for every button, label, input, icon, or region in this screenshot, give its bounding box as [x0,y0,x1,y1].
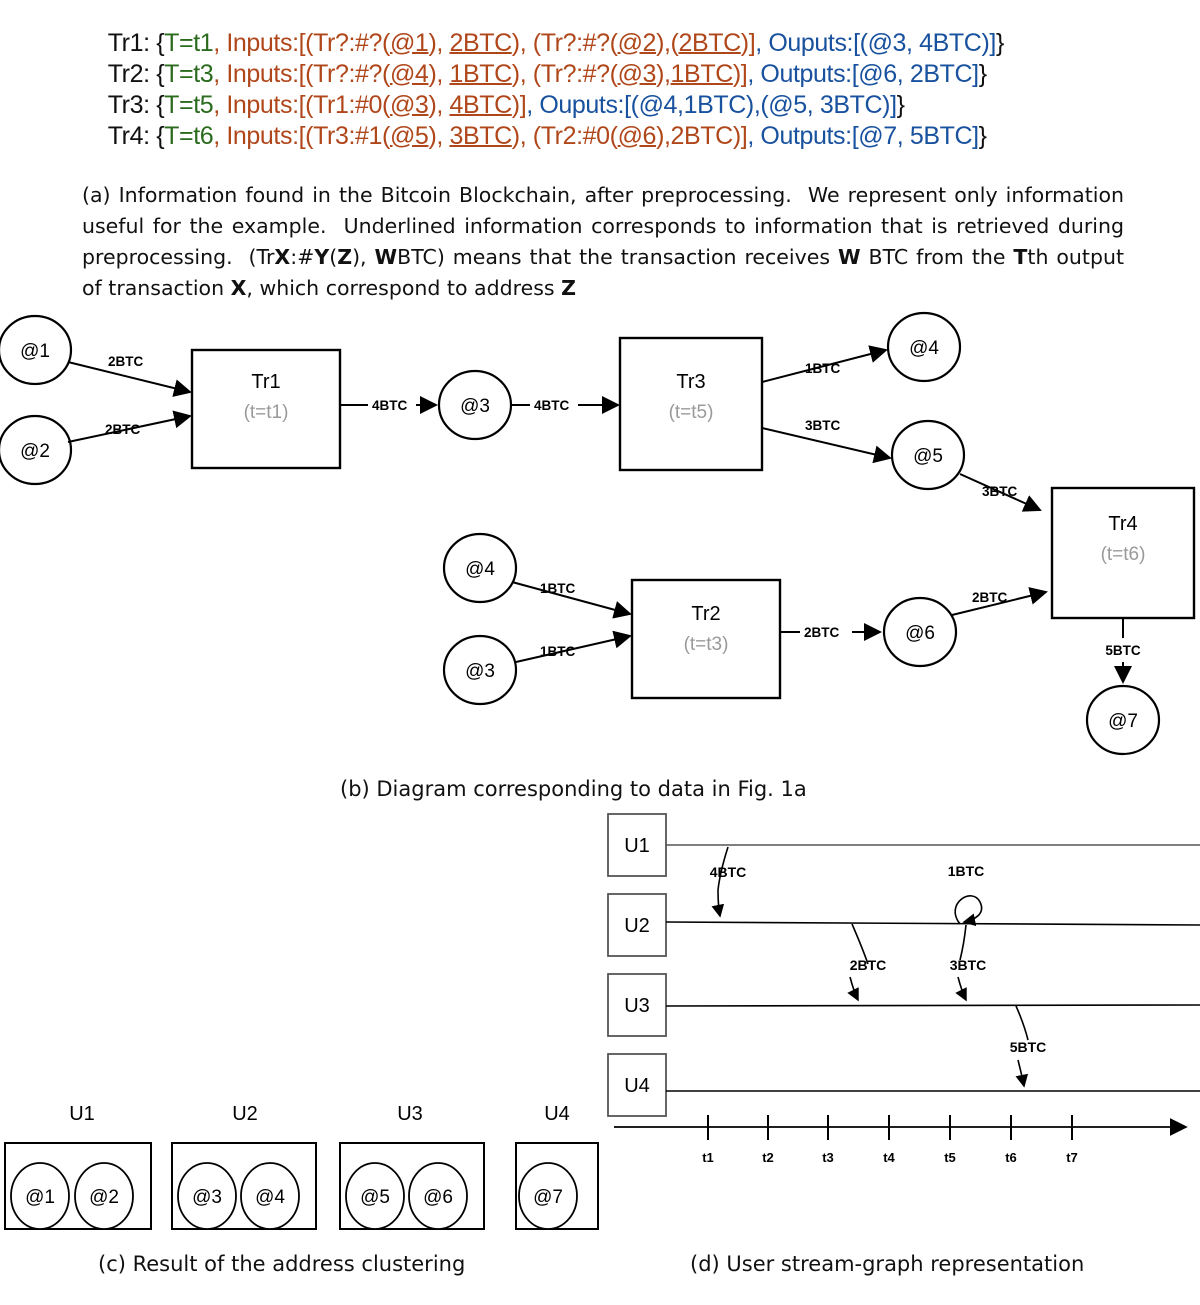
node-transaction-tr3-time: (t=t5) [668,402,714,423]
stream-transfer-5btc-label: 5BTC [1009,1039,1047,1055]
tx-line-3-close: } [896,91,905,119]
stream-user-u4-label: U4 [624,1075,650,1097]
stream-user-u2-label: U2 [624,915,650,937]
caption-a: (a) Information found in the Bitcoin Blockchain, after preprocessing. We represent only information useful for the example. Underlined information corresponds to information that is retrieved during preprocessing. (TrX:#Y(Z), WBTC) means that the transaction receives W BTC from the Tth output of transaction X, which correspond to address Z [82,183,1124,300]
node-address-a5 [892,421,964,489]
cluster-u4 [516,1103,598,1229]
node-address-a6-label: @6 [905,623,935,644]
user-stream-graph [600,812,1200,1187]
cluster-u2 [172,1103,316,1229]
edge-a1-tr1-amount: 2BTC [108,354,144,369]
edge-a6-tr4-amount: 2BTC [972,590,1008,605]
cluster-u4-label: U4 [544,1103,570,1125]
node-transaction-tr1 [192,350,340,468]
tx-line-3-label: Tr3: { [107,91,165,119]
node-address-a4-lower-label: @4 [465,559,495,580]
tx-line-1-outputs: , Ouputs:[(@3, 4BTC)] [755,29,996,57]
edge-a3-tr2-amount: 1BTC [540,644,576,659]
tx-line-4-time: T=t6 [164,122,214,150]
stream-transfer-2btc-label: 2BTC [849,957,887,973]
tx-line-4-close: } [978,122,987,150]
cluster-u1-address-0: @1 [25,1187,55,1208]
cluster-u2-address-1: @4 [255,1187,285,1208]
edge-tr3-a5-amount: 3BTC [805,418,841,433]
node-transaction-tr4 [1052,488,1194,618]
caption-b: (b) Diagram corresponding to data in Fig. 1a [340,777,807,801]
node-address-a7 [1087,686,1159,754]
transaction-line-4 [82,93,987,180]
node-transaction-tr3 [620,338,762,470]
node-transaction-tr1-name: Tr1 [251,371,281,393]
edge-a2-tr1-amount: 2BTC [105,422,141,437]
stream-transfer-3btc-path [960,925,966,960]
tx-line-1-inputs: , Inputs:[(Tr?:#?(@1), 2BTC), (Tr?:#?(@2),(2BTC)] [213,29,756,57]
tx-line-2-outputs: , Outputs:[@6, 2BTC] [747,60,979,88]
node-transaction-tr2 [632,580,780,698]
tx-line-4-label: Tr4: { [107,122,165,150]
tx-line-3-outputs: , Ouputs:[(@4,1BTC),(@5, 3BTC)] [526,91,897,119]
node-address-a1 [0,316,71,384]
stream-transfer-1btc-label: 1BTC [947,863,985,879]
node-address-a3 [439,371,511,439]
time-tick-t6: t6 [1005,1150,1017,1165]
tx-line-3-time: T=t5 [164,91,214,119]
node-address-a1-label: @1 [20,341,50,362]
node-address-a3-lower [444,636,516,704]
tx-line-3-inputs: , Inputs:[(Tr1:#0(@3), 4BTC)] [213,91,527,119]
cluster-u3-address-1: @6 [423,1187,453,1208]
caption-d: (d) User stream-graph representation [690,1252,1085,1276]
node-address-a4-top [888,313,960,381]
node-transaction-tr3-name: Tr3 [676,371,706,393]
tx-line-4-outputs: , Outputs:[@7, 5BTC] [747,122,979,150]
cluster-u2-address-0: @3 [192,1187,222,1208]
stream-transfer-4btc-arrow [718,890,720,916]
tx-line-2-inputs: , Inputs:[(Tr?:#?(@4), 1BTC), (Tr?:#?(@3),1BTC)] [213,60,748,88]
time-tick-t5: t5 [944,1150,956,1165]
time-tick-t3: t3 [822,1150,834,1165]
tx-line-2-close: } [978,60,987,88]
tx-line-1-close: } [995,29,1004,57]
cluster-u3 [340,1103,484,1229]
time-tick-t1: t1 [702,1150,714,1165]
edge-a3-tr3-amount: 4BTC [534,398,570,413]
node-address-a3-label: @3 [460,396,490,417]
stream-user-u3-label: U3 [624,995,650,1017]
address-clustering [0,1098,600,1238]
node-address-a3-lower-label: @3 [465,661,495,682]
stream-transfer-4btc-label: 4BTC [709,864,747,880]
time-tick-t7: t7 [1066,1150,1078,1165]
node-transaction-tr4-time: (t=t6) [1100,544,1146,565]
cluster-u1-address-1: @2 [89,1187,119,1208]
edge-tr4-a7-amount: 5BTC [1105,643,1141,658]
time-tick-t4: t4 [883,1150,895,1165]
tx-line-4-inputs: , Inputs:[(Tr3:#1(@5), 3BTC), (Tr2:#0(@6),2BTC)] [213,122,748,150]
node-transaction-tr2-name: Tr2 [691,603,721,625]
stream-user-u4 [608,1054,666,1116]
transaction-diagram [0,310,1200,770]
stream-user-u1 [608,814,666,876]
node-address-a6 [884,598,956,666]
node-address-a2-label: @2 [20,441,50,462]
tx-line-2-label: Tr2: { [107,60,165,88]
time-axis-ticks [702,1115,1078,1165]
stream-line-u3 [666,1005,1200,1006]
cluster-u1 [5,1103,151,1229]
stream-line-u2 [666,922,1200,925]
node-address-a4-lower [444,534,516,602]
node-address-a7-label: @7 [1108,711,1138,732]
transaction-listing-panel [0,0,1200,175]
cluster-u3-label: U3 [397,1103,423,1125]
node-address-a2 [0,416,71,484]
stream-transfer-3btc-arrow [958,977,966,1000]
edge-tr1-a3-amount: 4BTC [372,398,408,413]
node-transaction-tr4-name: Tr4 [1108,513,1138,535]
node-transaction-tr2-time: (t=t3) [683,634,729,655]
cluster-u1-label: U1 [69,1103,95,1125]
caption-c: (c) Result of the address clustering [98,1252,466,1276]
stream-transfer-3btc-label: 3BTC [949,957,987,973]
node-address-a4-top-label: @4 [909,338,939,359]
tx-line-2-time: T=t3 [164,60,214,88]
stream-user-u1-label: U1 [624,835,650,857]
node-address-a5-label: @5 [913,446,943,467]
cluster-u3-address-0: @5 [360,1187,390,1208]
edge-a5-tr4-amount: 3BTC [982,484,1018,499]
stream-transfer-5btc-arrow [1018,1060,1024,1086]
stream-user-u2 [608,894,666,956]
tx-line-1-time: T=t1 [164,29,214,57]
tx-line-1-label: Tr1: { [107,29,165,57]
edge-a4-tr2-amount: 1BTC [540,581,576,596]
node-transaction-tr1-time: (t=t1) [243,402,289,423]
stream-transfer-1btc-loop [955,896,981,924]
edge-tr3-a4-amount: 1BTC [805,361,841,376]
stream-transfer-2btc-arrow [850,977,858,1000]
stream-user-u3 [608,974,666,1036]
edge-tr2-a6-amount: 2BTC [804,625,840,640]
cluster-u2-label: U2 [232,1103,258,1125]
stream-transfer-5btc-path [1016,1006,1028,1040]
cluster-u4-address-0: @7 [533,1187,563,1208]
time-tick-t2: t2 [762,1150,774,1165]
